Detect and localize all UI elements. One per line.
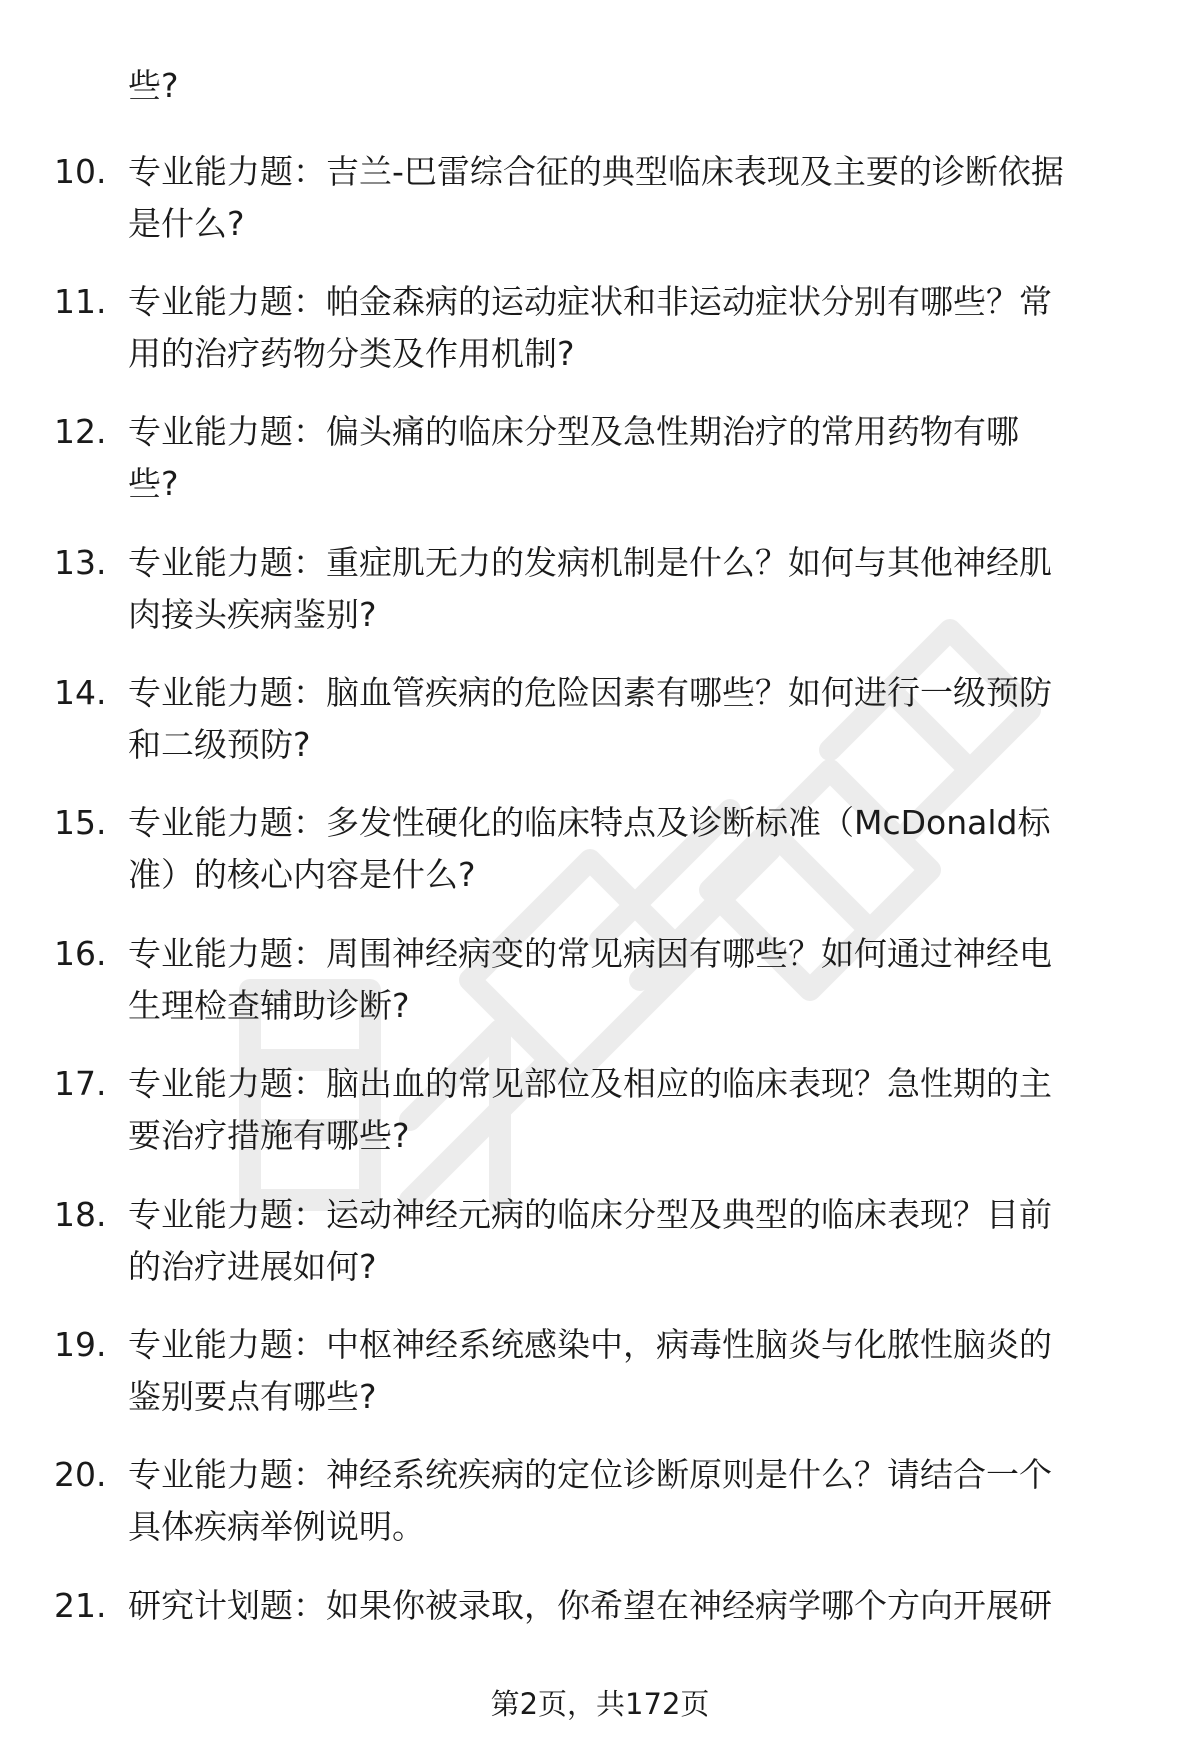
- item-line: 专业能力题：周围神经病变的常见病因有哪些？如何通过神经电: [128, 934, 1052, 973]
- item-line: 的治疗进展如何?: [128, 1247, 377, 1286]
- item-text: [128, 276, 1158, 380]
- item-number: 15.: [54, 803, 107, 842]
- item-line: 专业能力题：重症肌无力的发病机制是什么？如何与其他神经肌: [128, 543, 1052, 582]
- item-line: 专业能力题：帕金森病的运动症状和非运动症状分别有哪些？常: [128, 282, 1052, 321]
- item-number: 13.: [54, 543, 107, 582]
- item-line: 鉴别要点有哪些?: [128, 1377, 377, 1416]
- item-line: 专业能力题：吉兰-巴雷综合征的典型临床表现及主要的诊断依据: [128, 152, 1064, 191]
- item-line: 专业能力题：偏头痛的临床分型及急性期治疗的常用药物有哪: [128, 412, 1019, 451]
- item-line: 专业能力题：神经系统疾病的定位诊断原则是什么？请结合一个: [128, 1455, 1052, 1494]
- item-line: 具体疾病举例说明。: [128, 1507, 425, 1546]
- item-line: 专业能力题：多发性硬化的临床特点及诊断标准（McDonald标: [128, 803, 1051, 842]
- item-line: 专业能力题：脑血管疾病的危险因素有哪些？如何进行一级预防: [128, 673, 1052, 712]
- item-number: 21.: [54, 1586, 107, 1625]
- item-line: 要治疗措施有哪些?: [128, 1116, 410, 1155]
- item-text: [128, 667, 1158, 771]
- item-number: 12.: [54, 412, 107, 451]
- item-text: [128, 1058, 1158, 1162]
- item-line: 和二级预防?: [128, 725, 311, 764]
- item-text: [128, 1449, 1158, 1553]
- continuation-text: 些?: [128, 66, 179, 105]
- item-text: [128, 1319, 1158, 1423]
- item-line: 生理检查辅助诊断?: [128, 986, 410, 1025]
- item-number: 20.: [54, 1455, 107, 1494]
- item-number: 18.: [54, 1195, 107, 1234]
- item-line: 用的治疗药物分类及作用机制?: [128, 334, 575, 373]
- item-line: 专业能力题：运动神经元病的临床分型及典型的临床表现？目前: [128, 1195, 1052, 1234]
- item-line: 专业能力题：脑出血的常见部位及相应的临床表现？急性期的主: [128, 1064, 1052, 1103]
- item-number: 10.: [54, 152, 107, 191]
- item-number: 16.: [54, 934, 107, 973]
- item-line: 准）的核心内容是什么?: [128, 855, 476, 894]
- item-text: [128, 406, 1158, 510]
- page-footer: 第2页，共172页: [490, 1687, 710, 1721]
- item-text: [128, 797, 1158, 901]
- item-line: 是什么?: [128, 204, 245, 243]
- item-text: [128, 1580, 1158, 1632]
- item-line: 研究计划题：如果你被录取，你希望在神经病学哪个方向开展研: [128, 1586, 1052, 1625]
- item-line: 肉接头疾病鉴别?: [128, 595, 377, 634]
- item-text: [128, 1189, 1158, 1293]
- item-number: 14.: [54, 673, 107, 712]
- item-number: 19.: [54, 1325, 107, 1364]
- item-text: [128, 537, 1158, 641]
- item-line: 些?: [128, 464, 179, 503]
- item-number: 11.: [54, 282, 107, 321]
- item-text: [128, 146, 1158, 250]
- item-text: [128, 928, 1158, 1032]
- item-line: 专业能力题：中枢神经系统感染中，病毒性脑炎与化脓性脑炎的: [128, 1325, 1052, 1364]
- item-number: 17.: [54, 1064, 107, 1103]
